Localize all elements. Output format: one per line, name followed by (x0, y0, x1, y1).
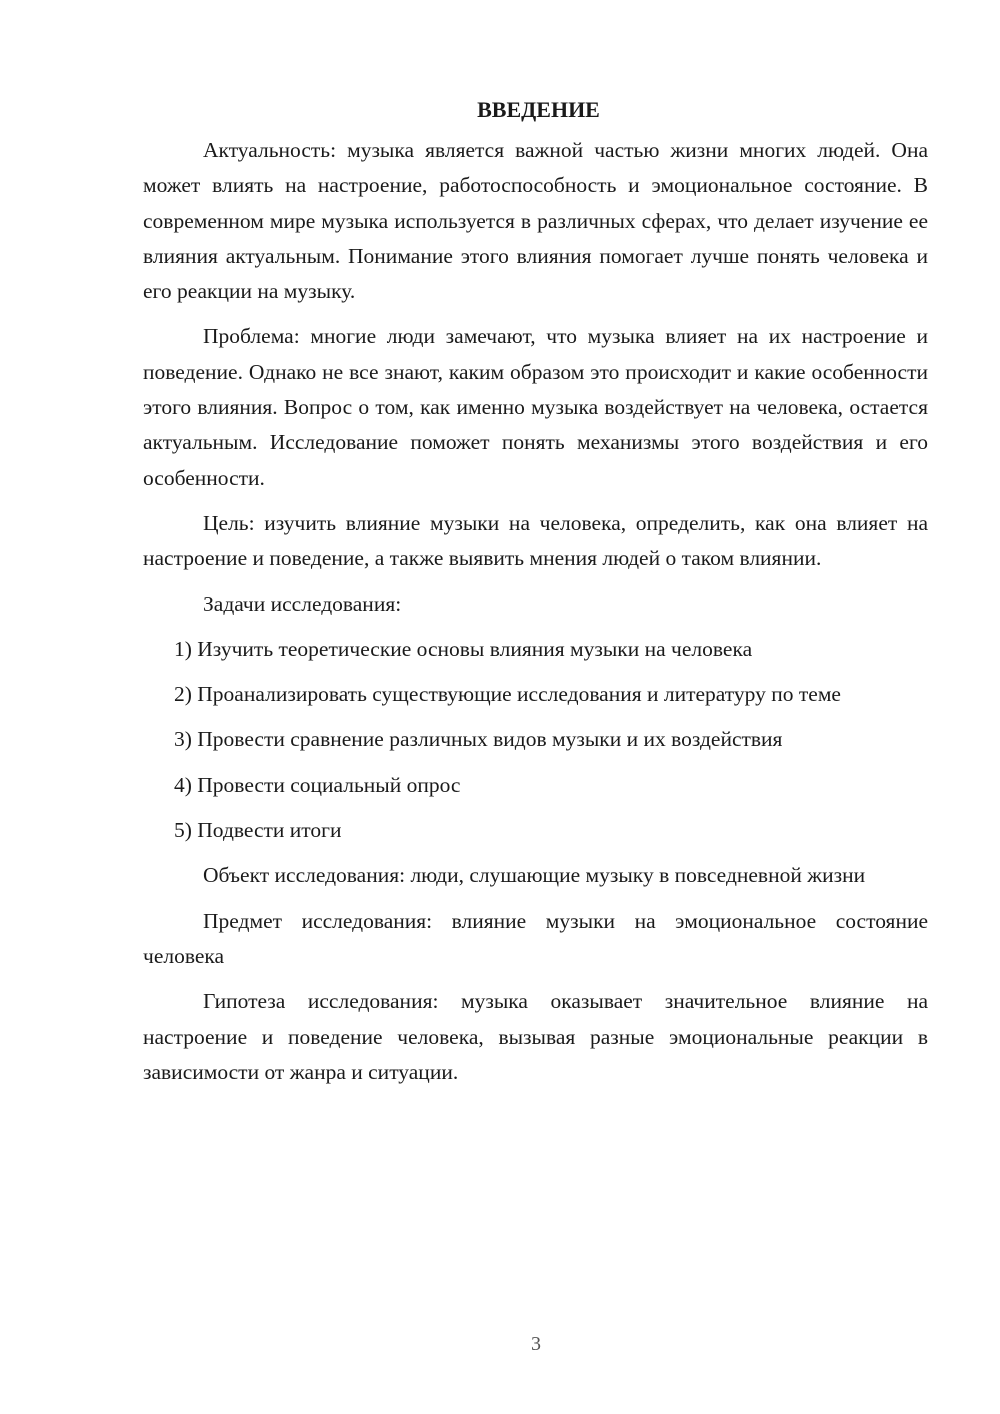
paragraph-goal: Цель: изучить влияние музыки на человека, определить, как она влияет на настроение и поведение, а также выявить мнения людей о таком влиянии. (143, 510, 928, 571)
paragraph-relevance: Актуальность: музыка является важной частью жизни многих людей. Она может влиять на настроение, работоспособность и эмоциональное состояние. В современном мире музыка используется в различных сферах, что делает изучение ее влияния актуальным. Понимание этого влияния помогает лучше понять человека и его реакции на музыку. (143, 138, 928, 304)
task-item: 4) Провести социальный опрос (174, 772, 461, 797)
page-number: 3 (531, 1333, 541, 1355)
paragraph-subject: Предмет исследования: влияние музыки на эмоциональное состояние человека (143, 908, 928, 968)
task-item: 5) Подвести итоги (174, 818, 342, 843)
task-item: 3) Провести сравнение различных видов музыки и их воздействия (174, 727, 783, 752)
paragraph-problem: Проблема: многие люди замечают, что музыка влияет на их настроение и поведение. Однако не все знают, каким образом это происходит и какие особенности этого влияния. Вопрос о том, как именно музыка воздействует на человека, остается актуальным. Исследование поможет понять механизмы этого воздействия и его особенности. (143, 324, 928, 490)
page-content (143, 92, 928, 1100)
paragraph-hypothesis: Гипотеза исследования: музыка оказывает значительное влияние на настроение и поведение человека, вызывая разные эмоциональные реакции в зависимости от жанра и ситуации. (143, 989, 928, 1084)
page-title: ВВЕДЕНИЕ (477, 97, 600, 122)
paragraph-object: Объект исследования: люди, слушающие музыку в повседневной жизни (203, 863, 866, 888)
tasks-heading: Задачи исследования: (203, 591, 402, 616)
task-item: 1) Изучить теоретические основы влияния музыки на человека (174, 636, 753, 661)
task-item: 2) Проанализировать существующие исследования и литературу по теме (174, 682, 841, 707)
